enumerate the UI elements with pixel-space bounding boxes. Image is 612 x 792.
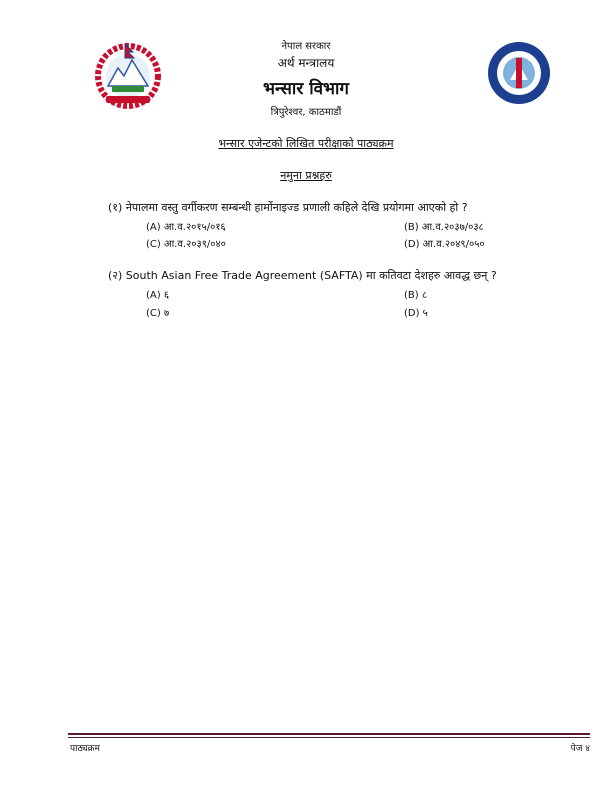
footer-rule-thin [68, 737, 590, 738]
question-1: (१) नेपालमा वस्तु वर्गीकरण सम्बन्धी हार्मोनाइज्ड प्रणाली कहिले देखि प्रयोगमा आएको हो ? [108, 201, 468, 214]
question-2: (२) South Asian Free Trade Agreement (SAFTA) मा कतिवटा देशहरु आवद्ध छन् ? [108, 269, 497, 282]
sample-questions-heading: नमुना प्रश्नहरु [280, 169, 332, 182]
govt-name: नेपाल सरकार [281, 41, 331, 52]
footer-rule [68, 733, 590, 735]
document-title: भन्सार एजेन्टको लिखित परीक्षाको पाठ्यक्रम [218, 137, 394, 150]
location: त्रिपुरेश्वर, काठमाडौं [270, 107, 342, 118]
question-2-option-d: (D) ५ [404, 308, 428, 319]
question-2-option-b: (B) ८ [404, 290, 428, 301]
question-2-option-a: (A) ६ [146, 290, 170, 301]
question-1-option-d: (D) आ.व.२०४९/०५० [404, 239, 485, 250]
question-2-option-c: (C) ७ [146, 308, 170, 319]
question-1-option-a: (A) आ.व.२०१५/०१६ [146, 222, 226, 233]
footer-page-number: पेज ४ [570, 744, 590, 754]
question-1-option-b: (B) आ.व.२०३७/०३८ [404, 222, 484, 233]
department-name: भन्सार विभाग [263, 79, 349, 99]
question-1-option-c: (C) आ.व.२०३९/०४० [146, 239, 226, 250]
footer-left: पाठ्यक्रम [70, 744, 100, 754]
ministry-name: अर्थ मन्त्रालय [277, 56, 335, 70]
